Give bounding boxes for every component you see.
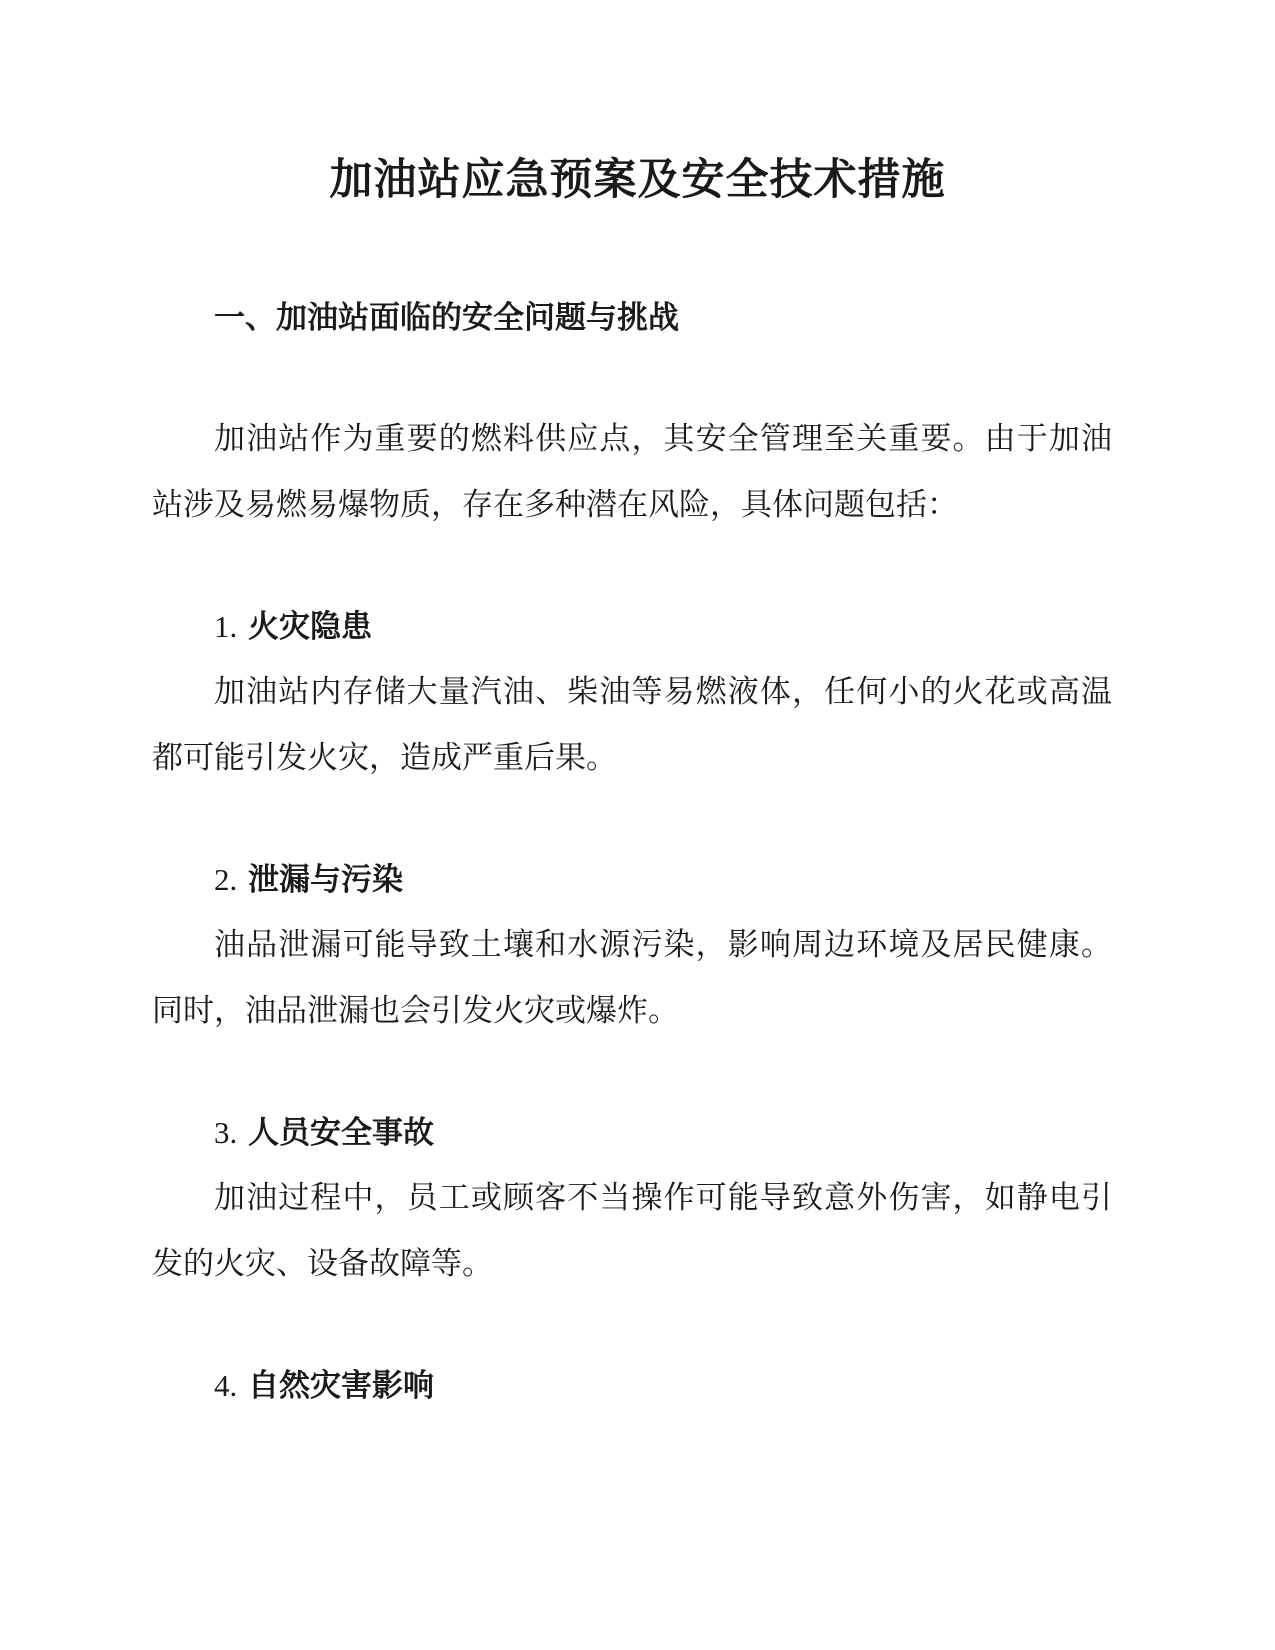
item-3-title: 人员安全事故: [248, 1115, 435, 1151]
item-2-number: 2.: [214, 862, 238, 897]
intro-paragraph: 加油站作为重要的燃料供应点，其安全管理至关重要。由于加油站涉及易燃易爆物质，存在多种潜在风险，具体问题包括：: [152, 421, 1112, 523]
item-3-heading: [214, 1111, 434, 1155]
item-2-heading: [214, 858, 403, 902]
item-4-title: 自然灾害影响: [248, 1368, 435, 1404]
item-3-number: 3.: [214, 1115, 238, 1150]
item-1-number: 1.: [214, 609, 238, 644]
item-4-heading: [214, 1364, 434, 1408]
section-heading: 一、加油站面临的安全问题与挑战: [214, 300, 679, 336]
item-4-number: 4.: [214, 1368, 238, 1403]
item-1-paragraph: 加油站内存储大量汽油、柴油等易燃液体，任何小的火花或高温都可能引发火灾，造成严重后果。: [152, 674, 1112, 776]
document-title: 加油站应急预案及安全技术措施: [329, 155, 946, 205]
item-2-paragraph: 油品泄漏可能导致土壤和水源污染，影响周边环境及居民健康。同时，油品泄漏也会引发火灾或爆炸。: [152, 927, 1112, 1029]
item-1-heading: [214, 605, 372, 649]
item-3-paragraph: 加油过程中，员工或顾客不当操作可能导致意外伤害，如静电引发的火灾、设备故障等。: [152, 1180, 1112, 1282]
item-1-title: 火灾隐患: [248, 609, 373, 645]
item-2-title: 泄漏与污染: [248, 862, 404, 898]
